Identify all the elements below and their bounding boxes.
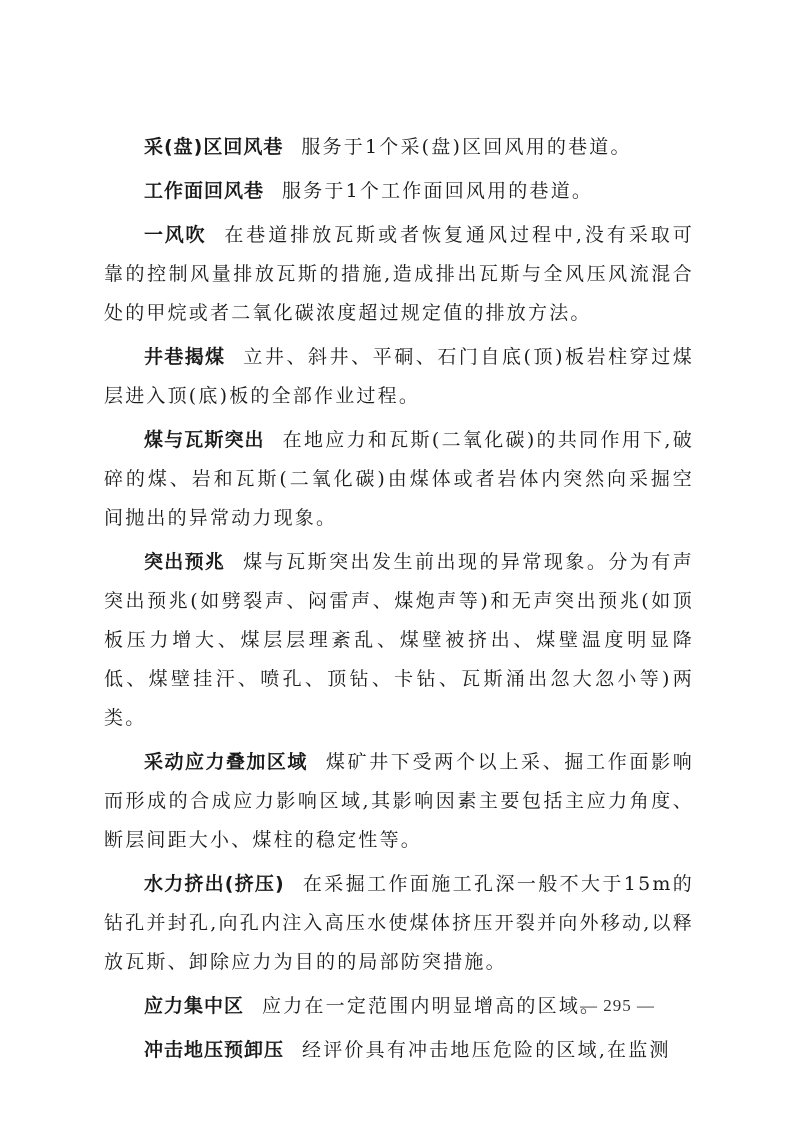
entry-definition: 服务于1个工作面回风用的巷道。: [282, 180, 594, 202]
entry-term: 井巷揭煤: [144, 346, 226, 368]
entry-definition: 立井、斜井、平硐、石门自底(顶)板岩柱穿过煤层进入顶(底)板的全部作业过程。: [104, 346, 694, 407]
entry-term: 采动应力叠加区域: [144, 751, 308, 773]
entry-definition: 煤与瓦斯突出发生前出现的异常现象。分为有声突出预兆(如劈裂声、闷雷声、煤炮声等)和无声突出预兆(如顶板压力增大、煤层层理紊乱、煤壁被挤出、煤壁温度明显降低、煤壁挂汗、喷孔、顶钻、卡钻、瓦斯涌出忽大忽小等)两类。: [104, 551, 694, 729]
entry-definition: 在采掘工作面施工孔深一般不大于15m的钻孔并封孔,向孔内注入高压水使煤体挤压开裂并向外移动,以释放瓦斯、卸除应力为目的的局部防突措施。: [104, 873, 694, 973]
entry-term: 水力挤出(挤压): [144, 873, 285, 895]
entry-term: 工作面回风巷: [144, 180, 265, 202]
glossary-entry: [104, 1031, 694, 1070]
glossary-entry: [104, 421, 694, 538]
entry-definition: 服务于1个采(盘)区回风用的巷道。: [301, 136, 632, 158]
page-body: [104, 128, 694, 1075]
entry-definition: 煤矿井下受两个以上采、掘工作面影响而形成的合成应力影响区域,其影响因素主要包括主应力角度、断层间距大小、煤柱的稳定性等。: [104, 751, 694, 851]
entry-definition: 应力在一定范围内明显增高的区域。: [262, 995, 602, 1017]
entry-term: 一风吹: [144, 224, 207, 246]
entry-definition: 在地应力和瓦斯(二氧化碳)的共同作用下,破碎的煤、岩和瓦斯(二氧化碳)由煤体或者岩体内突然向采掘空间抛出的异常动力现象。: [104, 429, 694, 529]
glossary-entry: [104, 172, 694, 211]
entry-term: 采(盘)区回风巷: [144, 136, 284, 158]
glossary-entry: [104, 743, 694, 860]
entry-definition: 经评价具有冲击地压危险的区域,在监测: [302, 1039, 671, 1061]
page-number: — 295 —: [580, 996, 655, 1015]
entry-term: 应力集中区: [144, 995, 245, 1017]
glossary-entry: [104, 128, 694, 167]
entry-term: 冲击地压预卸压: [144, 1039, 285, 1061]
entry-term: 煤与瓦斯突出: [144, 429, 265, 451]
glossary-entry: [104, 338, 694, 416]
entry-term: 突出预兆: [144, 551, 226, 573]
glossary-entry: [104, 216, 694, 333]
glossary-entry: [104, 865, 694, 982]
glossary-entry: [104, 543, 694, 738]
entry-definition: 在巷道排放瓦斯或者恢复通风过程中,没有采取可靠的控制风量排放瓦斯的措施,造成排出瓦斯与全风压风流混合处的甲烷或者二氧化碳浓度超过规定值的排放方法。: [104, 224, 694, 324]
